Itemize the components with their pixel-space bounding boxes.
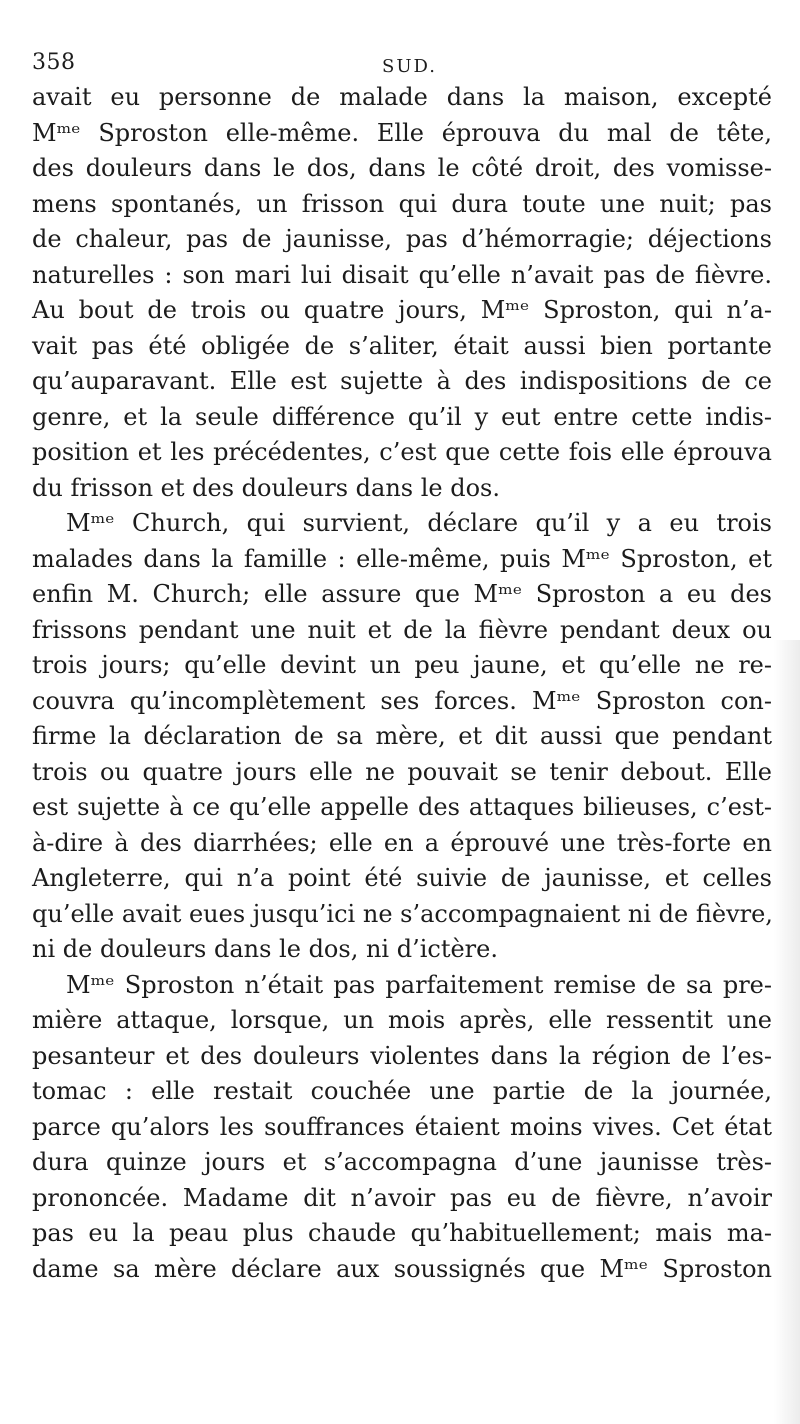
text-line: de chaleur, pas de jaunisse, pas d’hémorragie; déjections <box>32 225 772 253</box>
text-line: genre, et la seule différence qu’il y eut entre cette indis- <box>32 402 772 431</box>
text-line: tomac : elle restait couchée une partie de la journée, <box>32 1077 772 1105</box>
text-line: trois jours; qu’elle devint un peu jaune, et qu’elle ne re- <box>32 651 772 679</box>
running-head: SUD. <box>382 56 438 77</box>
text-line: couvra qu’incomplètement ses forces. Mᵐᵉ Sproston con- <box>32 686 772 715</box>
text-line: est sujette à ce qu’elle appelle des attaques bilieuses, c’est- <box>32 793 772 821</box>
text-line: parce qu’alors les souffrances étaient moins vives. Cet état <box>32 1112 772 1141</box>
text-line: firme la déclaration de sa mère, et dit aussi que pendant <box>32 722 772 750</box>
text-line: Mᵐᵉ Church, qui survient, déclare qu’il y a eu trois <box>66 509 772 537</box>
text-line: qu’auparavant. Elle est sujette à des indispositions de ce <box>32 367 772 395</box>
text-line: qu’elle avait eues jusqu’ici ne s’accompagnaient ni de fièvre, <box>32 899 773 928</box>
text-line: Angleterre, qui n’a point été suivie de jaunisse, et celles <box>32 864 772 892</box>
text-line: Mᵐᵉ Sproston elle-même. Elle éprouva du mal de tête, <box>32 118 772 147</box>
text-line: malades dans la famille : elle-même, puis Mᵐᵉ Sproston, et <box>32 544 772 573</box>
text-line: pas eu la peau plus chaude qu’habituellement; mais ma- <box>32 1219 772 1247</box>
text-line: position et les précédentes, c’est que cette fois elle éprouva <box>32 438 772 466</box>
text-line: Mᵐᵉ Sproston n’était pas parfaitement remise de sa pre- <box>66 970 772 999</box>
text-line: mens spontanés, un frisson qui dura toute une nuit; pas <box>32 189 772 218</box>
text-line: prononcée. Madame dit n’avoir pas eu de fièvre, n’avoir <box>32 1183 772 1212</box>
text-line: pesanteur et des douleurs violentes dans la région de l’es- <box>32 1041 772 1070</box>
text-line: à-dire à des diarrhées; elle en a éprouvé une très-forte en <box>32 828 772 857</box>
page-edge-shadow <box>774 640 800 1424</box>
text-line: mière attaque, lorsque, un mois après, elle ressentit une <box>32 1006 772 1034</box>
text-line: du frisson et des douleurs dans le dos. <box>32 473 500 502</box>
text-line: avait eu personne de malade dans la maison, excepté <box>32 83 772 111</box>
text-line: naturelles : son mari lui disait qu’elle n’avait pas de fièvre. <box>32 260 772 289</box>
text-line: frissons pendant une nuit et de la fièvre pendant deux ou <box>32 615 772 644</box>
text-line: ni de douleurs dans le dos, ni d’ictère. <box>32 935 498 963</box>
text-line: des douleurs dans le dos, dans le côté droit, des vomisse- <box>32 154 772 182</box>
body-text <box>32 80 772 1287</box>
text-line: trois ou quatre jours elle ne pouvait se tenir debout. Elle <box>32 757 772 786</box>
page-header <box>32 50 772 84</box>
text-line: dura quinze jours et s’accompagna d’une jaunisse très- <box>32 1148 772 1176</box>
page-number: 358 <box>32 50 76 75</box>
text-line: enfin M. Church; elle assure que Mᵐᵉ Sproston a eu des <box>32 580 772 608</box>
text-line: vait pas été obligée de s’aliter, était aussi bien portante <box>32 331 772 360</box>
text-line: Au bout de trois ou quatre jours, Mᵐᵉ Sproston, qui n’a- <box>32 296 772 324</box>
text-line: dame sa mère déclare aux soussignés que Mᵐᵉ Sproston <box>32 1254 772 1283</box>
